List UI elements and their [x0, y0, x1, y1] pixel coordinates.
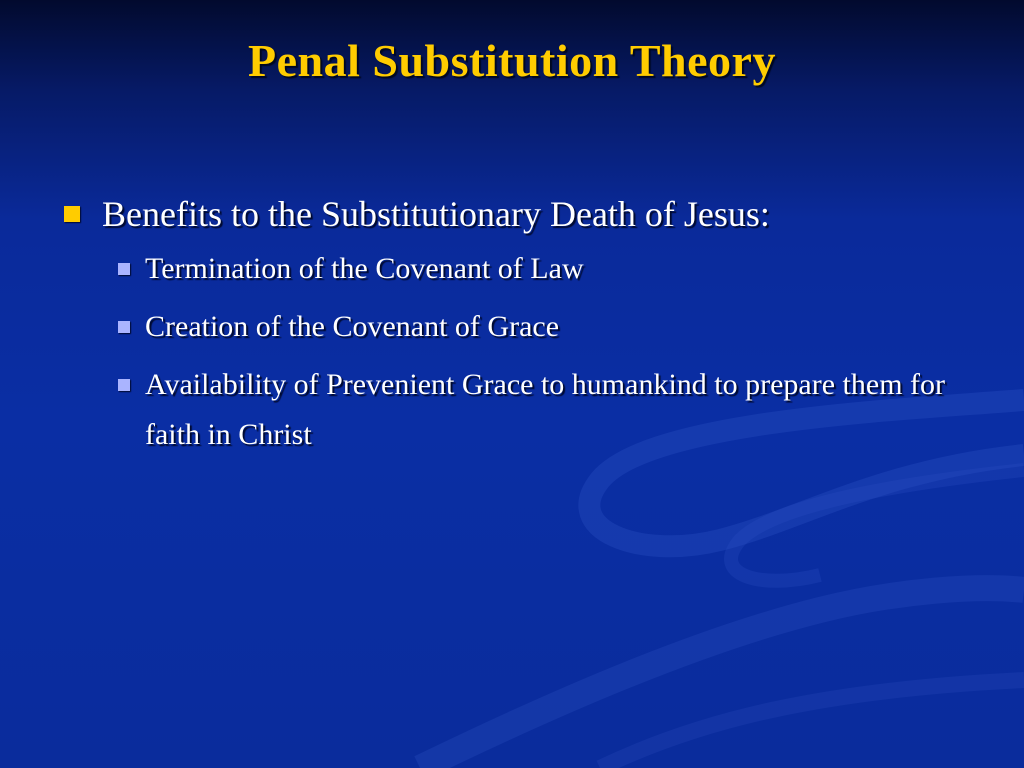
bullet-item [60, 190, 960, 238]
sub-bullet-list [60, 244, 960, 460]
slide-title: Penal Substitution Theory [248, 35, 776, 86]
square-bullet-icon [64, 206, 80, 222]
sub-bullet-item [60, 244, 960, 294]
square-bullet-icon [118, 263, 130, 275]
square-bullet-icon [118, 321, 130, 333]
sub-bullet-text: Availability of Prevenient Grace to humankind to prepare them for faith in Christ [145, 368, 946, 451]
bullet-text: Benefits to the Substitutionary Death of Jesus: [102, 194, 770, 234]
sub-bullet-item [60, 302, 960, 352]
slide-content [60, 190, 960, 468]
sub-bullet-item [60, 360, 960, 460]
square-bullet-icon [118, 379, 130, 391]
sub-bullet-text: Creation of the Covenant of Grace [145, 310, 560, 343]
sub-bullet-text: Termination of the Covenant of Law [145, 252, 584, 285]
